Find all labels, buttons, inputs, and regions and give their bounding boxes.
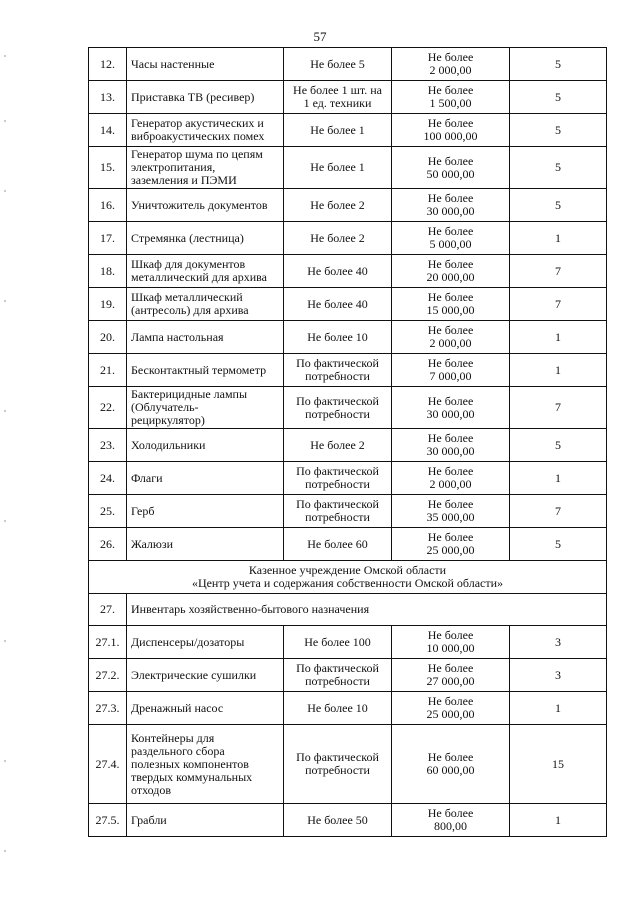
table-row <box>89 48 607 81</box>
item-quantity: Не более 40 <box>284 288 392 321</box>
item-name: Бесконтактный термометр <box>127 354 284 387</box>
item-quantity: Не более 2 <box>284 189 392 222</box>
item-name: Контейнеры для раздельного сбора полезных компонентов твердых коммунальных отходов <box>127 725 284 804</box>
group-name: Инвентарь хозяйственно-бытового назначения <box>127 594 607 626</box>
item-price: Не более 800,00 <box>392 804 510 837</box>
row-number: 20. <box>89 321 127 354</box>
item-name: Приставка ТВ (ресивер) <box>127 81 284 114</box>
item-name: Шкаф металлический (антресоль) для архива <box>127 288 284 321</box>
scan-dot <box>4 190 6 192</box>
scan-dot <box>4 520 6 522</box>
item-name: Электрические сушилки <box>127 659 284 692</box>
item-price: Не более 30 000,00 <box>392 189 510 222</box>
item-service-life: 1 <box>510 692 607 725</box>
table-row <box>89 804 607 837</box>
item-service-life: 5 <box>510 147 607 189</box>
section-header-row <box>89 561 607 594</box>
item-name: Герб <box>127 495 284 528</box>
item-name: Генератор шума по цепям электропитания, заземления и ПЭМИ <box>127 147 284 189</box>
item-service-life: 5 <box>510 429 607 462</box>
table-row <box>89 189 607 222</box>
table-row <box>89 222 607 255</box>
item-service-life: 5 <box>510 528 607 561</box>
item-service-life: 1 <box>510 222 607 255</box>
item-quantity: По фактической потребности <box>284 495 392 528</box>
margin-scan-dots <box>4 0 6 905</box>
row-number: 17. <box>89 222 127 255</box>
item-service-life: 1 <box>510 354 607 387</box>
group-row <box>89 594 607 626</box>
item-price: Не более 2 000,00 <box>392 321 510 354</box>
item-quantity: Не более 10 <box>284 321 392 354</box>
scan-dot <box>4 410 6 412</box>
item-quantity: Не более 1 <box>284 147 392 189</box>
row-number: 18. <box>89 255 127 288</box>
table-row <box>89 147 607 189</box>
item-quantity: Не более 10 <box>284 692 392 725</box>
table-row <box>89 528 607 561</box>
item-price: Не более 20 000,00 <box>392 255 510 288</box>
row-number: 19. <box>89 288 127 321</box>
row-number: 22. <box>89 387 127 429</box>
scan-dot <box>4 300 6 302</box>
row-number: 16. <box>89 189 127 222</box>
page-number: 57 <box>313 29 327 44</box>
item-service-life: 7 <box>510 495 607 528</box>
item-service-life: 5 <box>510 48 607 81</box>
item-service-life: 3 <box>510 659 607 692</box>
item-service-life: 7 <box>510 288 607 321</box>
item-service-life: 7 <box>510 387 607 429</box>
item-price: Не более 30 000,00 <box>392 429 510 462</box>
item-name: Стремянка (лестница) <box>127 222 284 255</box>
item-service-life: 5 <box>510 114 607 147</box>
table-row <box>89 725 607 804</box>
item-service-life: 5 <box>510 189 607 222</box>
table-row <box>89 288 607 321</box>
item-quantity: Не более 5 <box>284 48 392 81</box>
item-price: Не более 10 000,00 <box>392 626 510 659</box>
item-quantity: Не более 1 шт. на 1 ед. техники <box>284 81 392 114</box>
scan-dot <box>4 640 6 642</box>
row-number: 27.5. <box>89 804 127 837</box>
item-service-life: 1 <box>510 321 607 354</box>
item-name: Шкаф для документов металлический для архива <box>127 255 284 288</box>
item-price: Не более 2 000,00 <box>392 48 510 81</box>
item-price: Не более 2 000,00 <box>392 462 510 495</box>
item-quantity: По фактической потребности <box>284 387 392 429</box>
group-number: 27. <box>89 594 127 626</box>
table-row <box>89 387 607 429</box>
item-price: Не более 50 000,00 <box>392 147 510 189</box>
table-row <box>89 626 607 659</box>
item-quantity: По фактической потребности <box>284 725 392 804</box>
table-row <box>89 114 607 147</box>
item-price: Не более 25 000,00 <box>392 692 510 725</box>
item-quantity: Не более 40 <box>284 255 392 288</box>
table-row <box>89 321 607 354</box>
row-number: 25. <box>89 495 127 528</box>
row-number: 23. <box>89 429 127 462</box>
item-name: Флаги <box>127 462 284 495</box>
scan-dot <box>4 850 6 852</box>
item-quantity: Не более 2 <box>284 429 392 462</box>
item-service-life: 15 <box>510 725 607 804</box>
row-number: 12. <box>89 48 127 81</box>
item-price: Не более 15 000,00 <box>392 288 510 321</box>
item-quantity: Не более 100 <box>284 626 392 659</box>
item-name: Грабли <box>127 804 284 837</box>
item-service-life: 1 <box>510 462 607 495</box>
row-number: 14. <box>89 114 127 147</box>
item-name: Бактерицидные лампы (Облучатель- рециркулятор) <box>127 387 284 429</box>
row-number: 13. <box>89 81 127 114</box>
item-service-life: 5 <box>510 81 607 114</box>
item-name: Жалюзи <box>127 528 284 561</box>
scan-dot <box>4 55 6 57</box>
item-price: Не более 35 000,00 <box>392 495 510 528</box>
section-title: Казенное учреждение Омской области «Центр учета и содержания собственности Омской области» <box>89 561 607 594</box>
row-number: 24. <box>89 462 127 495</box>
scan-dot <box>4 120 6 122</box>
item-name: Часы настенные <box>127 48 284 81</box>
item-quantity: По фактической потребности <box>284 659 392 692</box>
item-name: Лампа настольная <box>127 321 284 354</box>
table-row <box>89 659 607 692</box>
table-row <box>89 81 607 114</box>
item-price: Не более 100 000,00 <box>392 114 510 147</box>
item-price: Не более 5 000,00 <box>392 222 510 255</box>
item-service-life: 3 <box>510 626 607 659</box>
item-price: Не более 30 000,00 <box>392 387 510 429</box>
item-name: Холодильники <box>127 429 284 462</box>
table-row <box>89 495 607 528</box>
table-row <box>89 692 607 725</box>
item-price: Не более 27 000,00 <box>392 659 510 692</box>
item-name: Уничтожитель документов <box>127 189 284 222</box>
row-number: 27.4. <box>89 725 127 804</box>
table-row <box>89 462 607 495</box>
item-quantity: Не более 2 <box>284 222 392 255</box>
scan-dot <box>4 760 6 762</box>
item-name: Диспенсеры/дозаторы <box>127 626 284 659</box>
table-row <box>89 354 607 387</box>
item-service-life: 1 <box>510 804 607 837</box>
row-number: 27.2. <box>89 659 127 692</box>
item-price: Не более 60 000,00 <box>392 725 510 804</box>
equipment-norms-table <box>88 47 607 837</box>
table-row <box>89 429 607 462</box>
item-name: Дренажный насос <box>127 692 284 725</box>
row-number: 27.3. <box>89 692 127 725</box>
item-quantity: Не более 50 <box>284 804 392 837</box>
item-quantity: Не более 1 <box>284 114 392 147</box>
item-quantity: По фактической потребности <box>284 354 392 387</box>
table-row <box>89 255 607 288</box>
row-number: 26. <box>89 528 127 561</box>
item-price: Не более 25 000,00 <box>392 528 510 561</box>
row-number: 21. <box>89 354 127 387</box>
item-price: Не более 7 000,00 <box>392 354 510 387</box>
row-number: 15. <box>89 147 127 189</box>
item-price: Не более 1 500,00 <box>392 81 510 114</box>
row-number: 27.1. <box>89 626 127 659</box>
item-quantity: Не более 60 <box>284 528 392 561</box>
item-quantity: По фактической потребности <box>284 462 392 495</box>
item-service-life: 7 <box>510 255 607 288</box>
item-name: Генератор акустических и виброакустических помех <box>127 114 284 147</box>
